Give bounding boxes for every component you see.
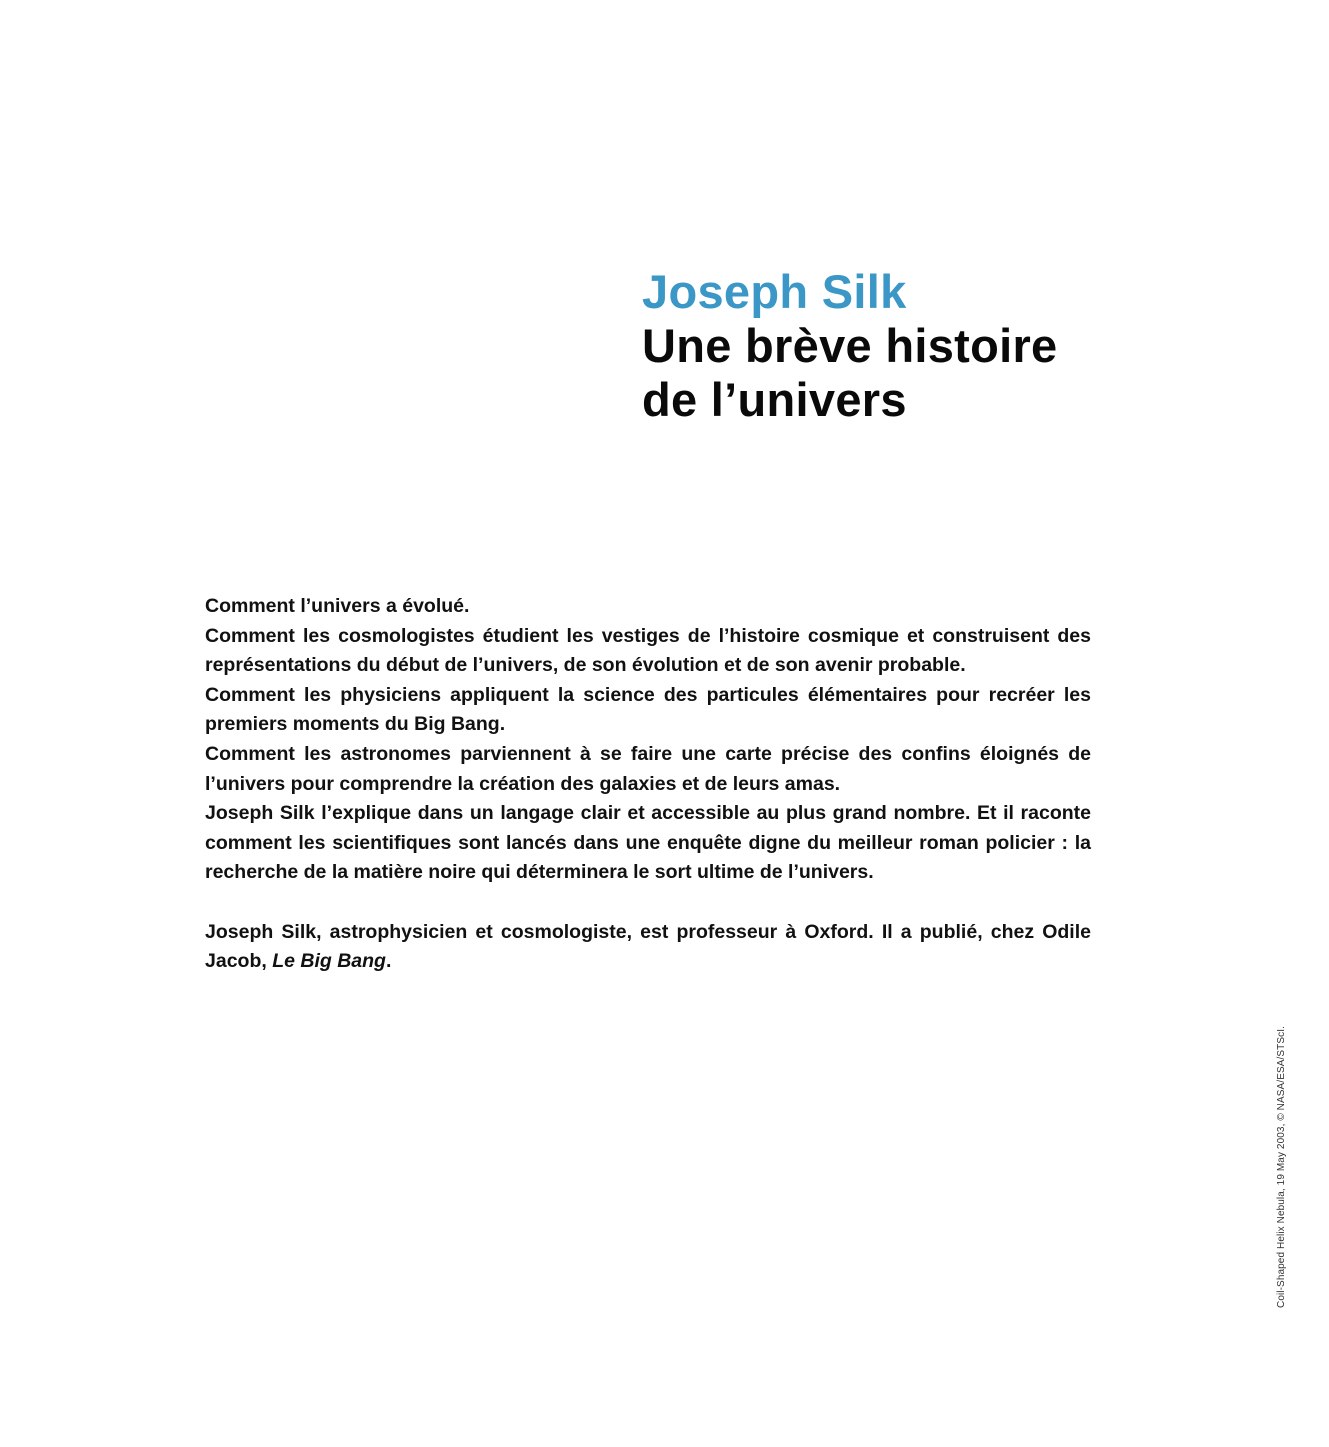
book-title xyxy=(642,319,1202,427)
author-bio-text: Joseph Silk, astrophysicien et cosmologiste, est professeur à Oxford. Il a publié, chez Odile Jacob, xyxy=(205,920,1091,973)
book-title-line: de l’univers xyxy=(642,373,907,426)
image-credit: Coil-Shaped Helix Nebula, 19 May 2003, © NASA/ESA/STScI. xyxy=(1276,1026,1287,1308)
back-cover-blurb xyxy=(205,592,1091,977)
book-title-line: Une brève histoire xyxy=(642,319,1058,372)
title-block xyxy=(642,265,1202,427)
blurb-paragraph: Comment les cosmologistes étudient les vestiges de l’histoire cosmique et construisent des représentations du début de l’univers, de son évolution et de son avenir probable. xyxy=(205,624,1091,677)
author-bio-end: . xyxy=(385,950,392,973)
blurb-paragraph: Comment les physiciens appliquent la science des particules élémentaires pour recréer les premiers moments du Big Bang. xyxy=(205,683,1091,736)
paragraph-spacer xyxy=(205,888,1091,918)
blurb-paragraph: Comment l’univers a évolué. xyxy=(205,595,470,617)
blurb-paragraph: Comment les astronomes parviennent à se faire une carte précise des confins éloignés de l’univers pour comprendre la création des galaxies et de leurs amas. xyxy=(205,742,1091,795)
blurb-paragraph: Joseph Silk l’explique dans un langage clair et accessible au plus grand nombre. Et il raconte comment les scientifiques sont lancés dans une enquête digne du meilleur roman policier : la recherche de la matière noire qui déterminera le sort ultime de l’univers. xyxy=(205,802,1091,884)
author-bio xyxy=(205,918,1091,977)
cited-book-title: Le Big Bang xyxy=(272,950,386,973)
author-name: Joseph Silk xyxy=(642,265,907,318)
